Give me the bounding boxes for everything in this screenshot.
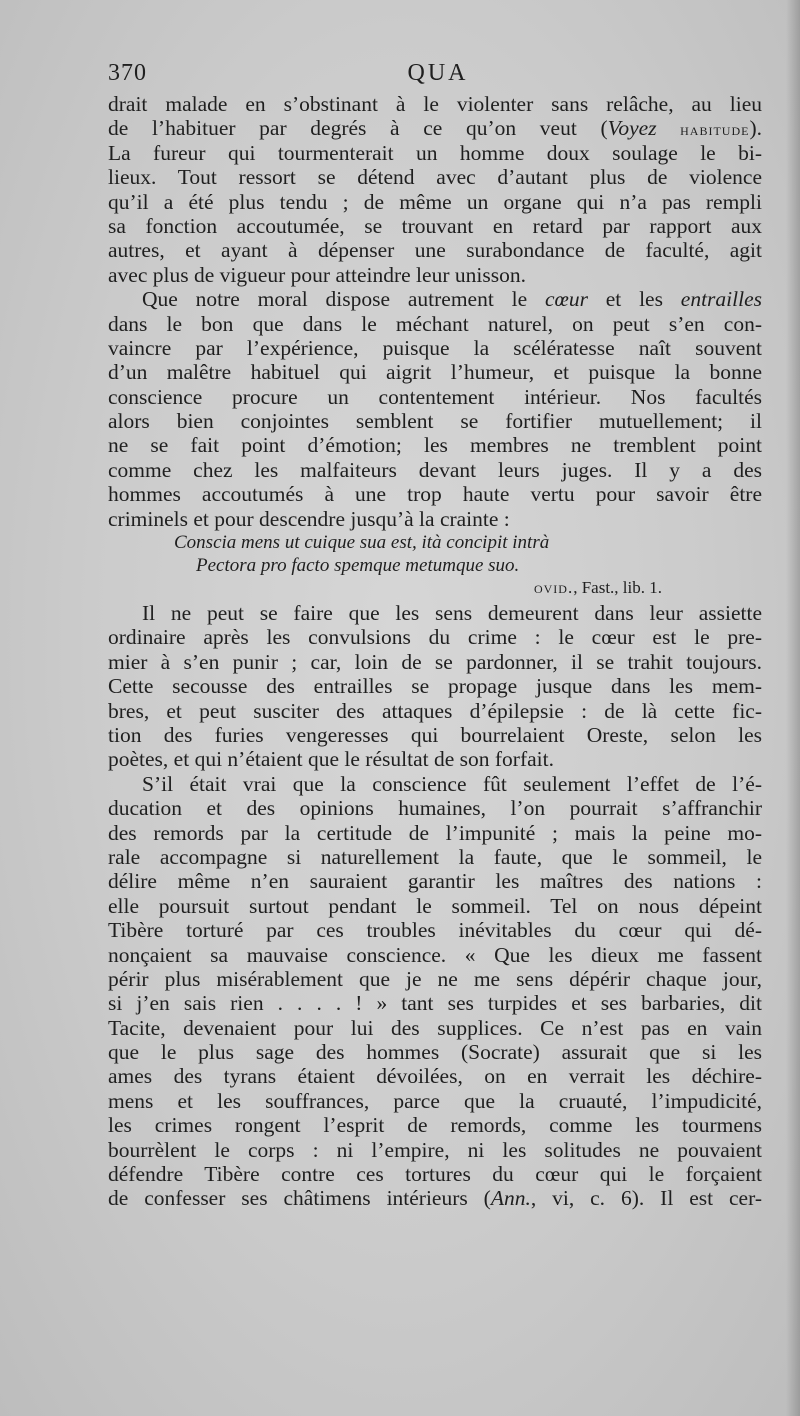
line-text: comme chez les malfaiteurs devant leurs juges. Il y a des — [108, 457, 762, 482]
line-text: drait malade en s’obstinant à le violenter sans relâche, au lieu — [108, 92, 762, 116]
text-line — [108, 336, 762, 360]
text-line — [108, 650, 762, 674]
text-line — [108, 699, 762, 723]
text-line — [108, 1016, 762, 1040]
line-text: ames des tyrans étaient dévoilées, on en verrait les déchire- — [108, 1064, 762, 1089]
line-text: des remords par la certitude de l’impunité ; mais la peine mo- — [108, 820, 762, 845]
running-head: QUA — [407, 60, 469, 86]
line-text: bres, et peut susciter des attaques d’épilepsie : de là cette fic- — [108, 698, 762, 723]
text-line — [108, 482, 762, 506]
text-line — [108, 845, 762, 869]
paragraphs-after-quote — [108, 601, 762, 1211]
paragraphs-before-quote — [108, 92, 762, 531]
line-text: ). — [749, 116, 762, 141]
text-line — [108, 967, 762, 991]
text-line — [108, 796, 762, 820]
page-header — [108, 60, 768, 92]
line-text: de confesser ses châtimens intérieurs ( — [108, 1186, 491, 1211]
text-line — [108, 821, 762, 845]
text-line — [108, 1089, 762, 1113]
line-text: elle poursuit surtout pendant le sommeil. Tel on nous dépeint — [108, 893, 762, 918]
small-caps-text: habitude — [656, 120, 750, 140]
text-line — [108, 869, 762, 893]
text-line — [108, 991, 762, 1015]
text-line — [108, 747, 762, 771]
italic-text: cœur — [544, 287, 588, 312]
line-text: d’un malêtre habituel qui aigrit l’humeur, et puisque la bonne — [108, 360, 762, 385]
quote-citation — [108, 577, 762, 601]
text-line — [108, 360, 762, 384]
citation-source: , Fast., lib. 1. — [573, 578, 662, 598]
line-text: bourrèlent le corps : ni l’empire, ni les solitudes ne pouvaient — [108, 1137, 762, 1162]
line-text: mens et les souffrances, parce que la cruauté, l’impudicité, — [108, 1088, 762, 1113]
line-text: , vi, c. 6). Il est cer- — [530, 1186, 762, 1211]
line-text: Cette secousse des entrailles se propage jusque dans les mem- — [108, 674, 762, 699]
text-line — [108, 116, 762, 140]
text-line — [108, 625, 762, 649]
text-line — [108, 723, 762, 747]
line-text: La fureur qui tourmenterait un homme doux soulage le bi- — [108, 140, 762, 165]
text-line — [108, 433, 762, 457]
text-line — [108, 1040, 762, 1064]
text-line — [108, 287, 762, 311]
text-line — [108, 165, 762, 189]
italic-text: Voyez — [607, 116, 657, 141]
line-text: S’il était vrai que la conscience fût seulement l’effet de l’é- — [142, 771, 762, 796]
text-line — [108, 894, 762, 918]
line-text: mier à s’en punir ; car, loin de se pardonner, il se trahit toujours. — [108, 649, 762, 674]
line-text: ducation et des opinions humaines, l’on pourrait s’affranchir — [108, 796, 762, 821]
body-text — [108, 92, 762, 1211]
italic-text: entrailles — [680, 287, 762, 312]
line-text: conscience procure un contentement intérieur. Nos facultés — [108, 384, 762, 409]
line-text: ordinaire après les convulsions du crime : le cœur est le pre- — [108, 625, 762, 650]
text-line — [108, 92, 762, 116]
line-text: Tibère torturé par ces troubles inévitables du cœur qui dé- — [108, 918, 762, 943]
line-text: sa fonction accoutumée, se trouvant en retard par rapport aux — [108, 213, 762, 238]
line-text: les crimes rongent l’esprit de remords, comme les tourmens — [108, 1113, 762, 1138]
line-text: vaincre par l’expérience, puisque la scélératesse naît souvent — [108, 335, 762, 360]
text-line — [108, 214, 762, 238]
line-text: alors bien conjointes semblent se fortifier mutuellement; il — [108, 409, 762, 434]
line-text: avec plus de vigueur pour atteindre leur unisson. — [108, 262, 526, 287]
line-text: Que notre moral dispose autrement le — [142, 287, 545, 312]
line-text: défendre Tibère contre ces tortures du cœur qui le forçaient — [108, 1162, 762, 1187]
line-text: autres, et ayant à dépenser une surabondance de faculté, agit — [108, 238, 762, 263]
text-line — [108, 918, 762, 942]
line-text: tion des furies vengeresses qui bourrelaient Oreste, selon les — [108, 722, 762, 747]
text-line — [108, 772, 762, 796]
text-line — [108, 1162, 762, 1186]
italic-text: Ann. — [490, 1186, 531, 1211]
line-text: et les — [587, 287, 681, 312]
text-line — [108, 507, 762, 531]
line-text: nonçaient sa mauvaise conscience. « Que les dieux me fassent — [108, 942, 762, 967]
line-text: que le plus sage des hommes (Socrate) assurait que si les — [108, 1040, 762, 1065]
text-line — [108, 458, 762, 482]
text-line — [108, 409, 762, 433]
line-text: Il ne peut se faire que les sens demeurent dans leur assiette — [142, 601, 762, 626]
line-text: criminels et pour descendre jusqu’à la crainte : — [108, 506, 510, 531]
text-line — [108, 263, 762, 287]
page-number: 370 — [108, 60, 147, 86]
line-text: ne se fait point d’émotion; les membres ne tremblent point — [108, 433, 762, 458]
line-text: qu’il a été plus tendu ; de même un organe qui n’a pas rempli — [108, 189, 762, 214]
line-text: Tacite, devenaient pour lui des supplices. Ce n’est pas en vain — [108, 1015, 762, 1040]
line-text: rale accompagne si naturellement la faute, que le sommeil, le — [108, 844, 762, 869]
text-line — [108, 601, 762, 625]
text-line — [108, 1186, 762, 1210]
line-text: hommes accoutumés à une trop haute vertu pour savoir être — [108, 482, 762, 507]
line-text: délire même n’en sauraient garantir les maîtres des nations : — [108, 869, 762, 894]
quote-line-2: Pectora pro facto spemque metumque suo. — [196, 555, 520, 577]
line-text: si j’en sais rien . . . . ! » tant ses turpides et ses barbaries, dit — [108, 991, 762, 1016]
text-line — [108, 238, 762, 262]
text-line — [108, 385, 762, 409]
text-line — [108, 1064, 762, 1088]
text-line — [108, 190, 762, 214]
quote-line-1: Conscia mens ut cuique sua est, ità concipit intrà — [174, 532, 550, 554]
line-text: périr plus misérablement que je ne me sens dépérir chaque jour, — [108, 966, 762, 991]
line-text: de l’habituer par degrés à ce qu’on veut ( — [108, 116, 608, 141]
latin-quotation — [108, 531, 762, 601]
text-line — [108, 1113, 762, 1137]
page-edge-shadow — [786, 0, 800, 1416]
line-text: dans le bon que dans le méchant naturel, on peut s’en con- — [108, 311, 762, 336]
text-line — [108, 674, 762, 698]
text-line — [108, 312, 762, 336]
text-line — [108, 943, 762, 967]
text-line — [108, 141, 762, 165]
line-text: poètes, et qui n’étaient que le résultat de son forfait. — [108, 747, 554, 772]
text-line — [108, 1138, 762, 1162]
citation-author: ovid. — [533, 578, 574, 598]
line-text: lieux. Tout ressort se détend avec d’autant plus de violence — [108, 165, 762, 190]
